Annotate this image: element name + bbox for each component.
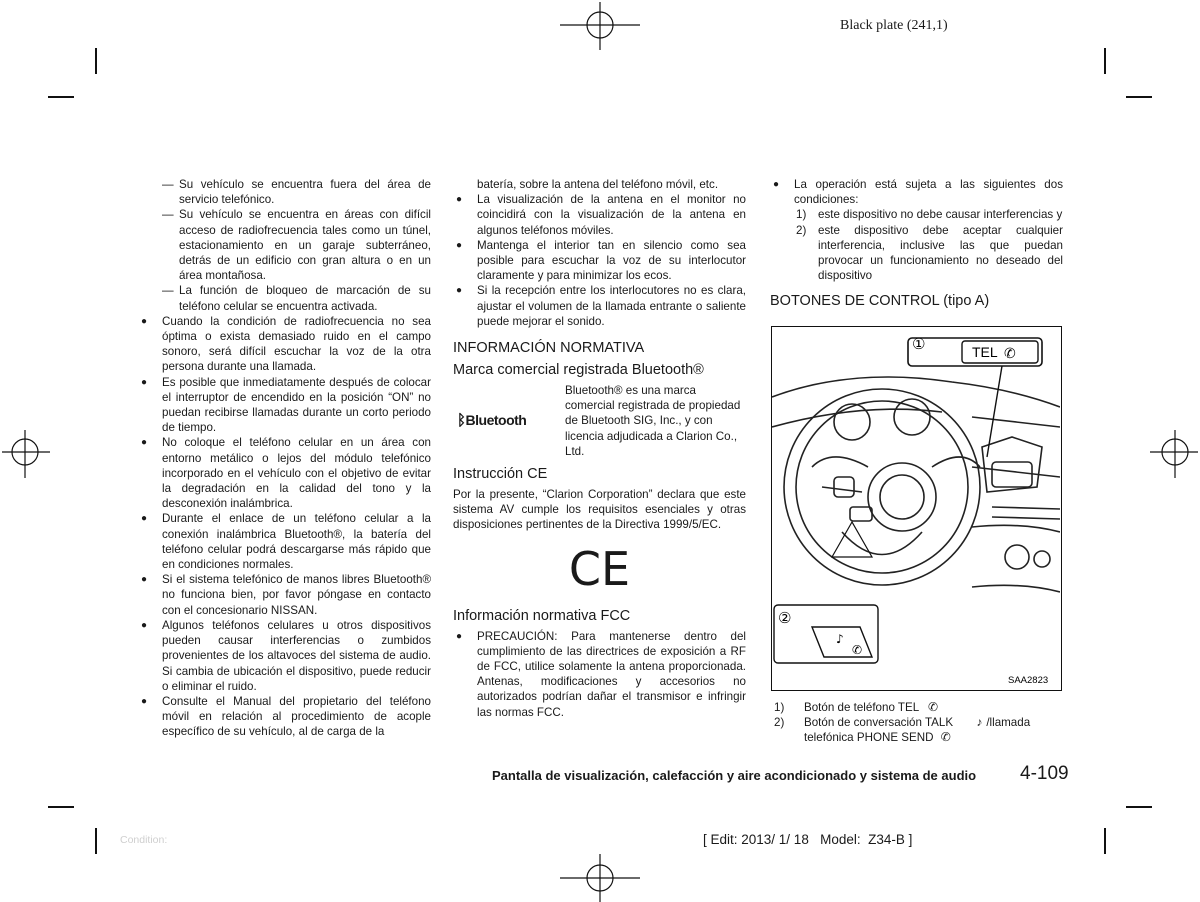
heading-botones: BOTONES DE CONTROL (tipo A): [770, 293, 990, 310]
column-3: [770, 177, 1063, 314]
bullet-item: ● Cuando la condición de radiofrecuencia no sea óptima o exista demasiado ruido en el campo sonoro, será difícil escuchar la voz de la otra persona durante una llamada.: [141, 314, 431, 374]
dash-item: — Su vehículo se encuentra en áreas con difícil acceso de radiofrecuencia tales como un túnel, estacionamiento en un garaje subterráneo, detrás de un edificio con gran altura o en un área montañosa.: [162, 208, 431, 283]
registration-mark-left: [2, 430, 50, 478]
bullet-item: ● Algunos teléfonos celulares u otros dispositivos pueden causar interferencias o zumbidos provenientes de los altavoces del sistema de audio. Si cambia de ubicación el dispositivo, puede reducir o eliminar el ruido.: [141, 618, 431, 693]
bullet-item: ● Consulte el Manual del propietario del teléfono móvil en relación al procedimiento de acople específico de su vehículo, al de carga de la: [141, 694, 431, 739]
callout-1: ①: [912, 335, 926, 353]
callout-2: ②: [778, 609, 792, 627]
subheading-marca: Marca comercial registrada Bluetooth®: [453, 362, 704, 379]
caption-item: 2) Botón de conversación TALK ♪ /llamada telefónica PHONE SEND ✆: [774, 715, 1031, 745]
heading-normativa: INFORMACIÓN NORMATIVA: [453, 340, 645, 357]
tel-label: TEL: [972, 344, 998, 360]
bullet-item: ● La visualización de la antena en el monitor no coincidirá con la visualización de la antena en algunos teléfonos móviles.: [456, 193, 746, 237]
bluetooth-block: [453, 383, 746, 458]
figure-code: SAA2823: [1008, 675, 1049, 686]
bullet-item: ● Si el sistema telefónico de manos libres Bluetooth® no funciona bien, por favor póngase en contacto con el concesionario NISSAN.: [141, 573, 431, 617]
page-number: 4-109: [1020, 763, 1069, 784]
talk-icon: ♪: [976, 715, 983, 730]
bullet-item: ● Durante el enlace de un teléfono celular a la conexión inalámbrica Bluetooth®, la batería del teléfono celular podrá descargarse más rápido que en condiciones normales.: [141, 512, 431, 572]
registration-mark-bottom: [560, 854, 640, 902]
phone-icon: ✆: [927, 700, 939, 714]
subheading-fcc: Información normativa FCC: [453, 607, 631, 624]
bullet-item: ● No coloque el teléfono celular en un área con entorno metálico o lejos del módulo telefónico incorporado en el vehículo con el objetivo de evitar la degradación en la calidad del tono y la desconexión inalámbrica.: [141, 436, 431, 511]
registration-mark-top: [560, 2, 640, 50]
column-1: [138, 177, 431, 740]
figure-captions: [772, 700, 1064, 746]
dash-item: — Su vehículo se encuentra fuera del área de servicio telefónico.: [162, 178, 431, 207]
phone-send-icon: ✆: [940, 730, 951, 745]
column-2: [453, 177, 746, 720]
subheading-ce: Instrucción CE: [453, 466, 548, 483]
plate-label: Black plate (241,1): [840, 18, 948, 33]
caption-item: 1) Botón de teléfono TEL ✆: [774, 700, 939, 714]
bluetooth-description: Bluetooth® es una marca comercial registrada de propiedad de Bluetooth SIG, Inc., y con licencia adjudicada a Clarion Co., Ltd.: [565, 384, 741, 458]
bullet-item: ● Es posible que inmediatamente después de colocar el interruptor de encendido en la posición “ON” no puedan recibirse llamadas durante un corto periodo de tiempo.: [141, 375, 431, 435]
edit-info: [ Edit: 2013/ 1/ 18 Model: Z34-B ]: [703, 832, 913, 847]
ce-mark: CE: [568, 541, 631, 596]
condition-item: 1) este dispositivo no debe causar interferencias y: [796, 208, 1063, 222]
registration-mark-right: [1150, 430, 1198, 478]
dash-item: — La función de bloqueo de marcación de su teléfono celular se encuentra activada.: [162, 284, 431, 313]
condition-label: Condition:: [120, 834, 168, 846]
bullet-item: ● Si la recepción entre los interlocutores no es clara, ajustar el volumen de la llamada entrante o saliente puede mejorar el sonido.: [456, 284, 746, 328]
condition-item: 2) este dispositivo debe aceptar cualquier interferencia, inclusive las que puedan provocar un funcionamiento no deseado del dispositivo: [796, 223, 1063, 283]
steering-wheel-figure: [771, 326, 1062, 691]
ce-text: Por la presente, “Clarion Corporation” declara que este sistema AV cumple los requisitos esenciales y otras disposiciones pertinentes de la Directiva 1999/5/EC.: [453, 488, 746, 532]
phone-icon: ✆: [1004, 346, 1016, 362]
section-title: Pantalla de visualización, calefacción y aire acondicionado y sistema de audio: [492, 768, 977, 783]
continuation-text: batería, sobre la antena del teléfono móvil, etc.: [477, 178, 719, 191]
talk-icon: ♪: [836, 632, 844, 646]
bullet-item: ● Mantenga el interior tan en silencio como sea posible para escuchar la voz de su interlocutor claramente y para minimizar los ecos.: [456, 238, 746, 283]
steering-wheel-drawing: [772, 327, 1060, 689]
fcc-bullet: ● PRECAUCIÓN: Para mantenerse dentro del cumplimiento de las directrices de exposición a RF de FCC, utilice solamente la antena proporcionada. Antenas, modificaciones y accesorios no autorizados podrían dañar el transmisor e infringir las normas FCC.: [456, 629, 746, 719]
bluetooth-icon: ᛒ: [457, 412, 466, 430]
bluetooth-logo: ᛒBluetooth: [457, 412, 527, 430]
phone-send-icon: ✆: [852, 643, 863, 657]
bullet-item: ● La operación está sujeta a las siguientes dos condiciones:: [773, 178, 1063, 207]
